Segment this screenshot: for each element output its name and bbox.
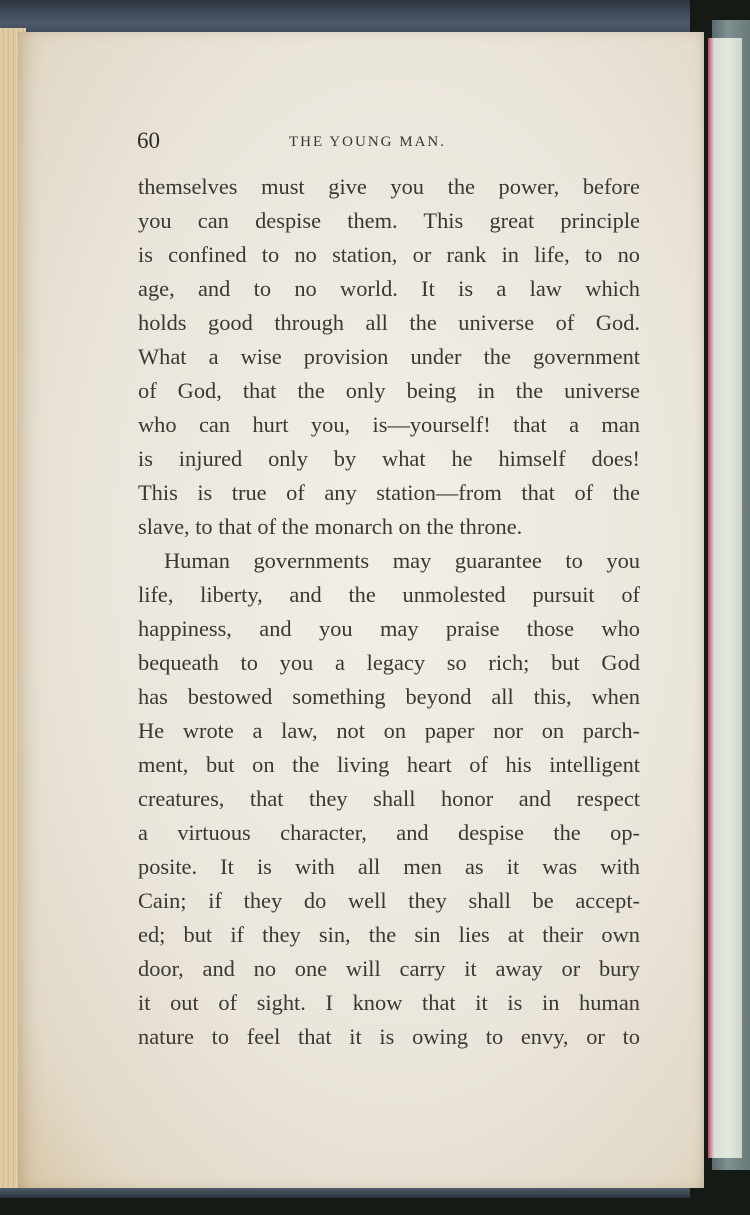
text-line: Cain; if they do well they shall be accept- [138, 888, 640, 913]
text-line: of God, that the only being in the universe [138, 378, 640, 403]
text-line: is confined to no station, or rank in life, to no [138, 242, 640, 267]
page-header [137, 128, 637, 162]
page-number: 60 [137, 128, 160, 153]
text-line: who can hurt you, is—yourself! that a man [138, 412, 640, 437]
body-text [138, 170, 640, 1054]
text-line: ment, but on the living heart of his intelligent [138, 752, 640, 777]
adjacent-page-edge [708, 38, 742, 1158]
text-line: slave, to that of the monarch on the throne. [138, 514, 523, 539]
text-line: life, liberty, and the unmolested pursuit of [138, 582, 640, 607]
text-line: is injured only by what he himself does! [138, 446, 640, 471]
text-line: This is true of any station—from that of the [138, 480, 640, 505]
text-line: nature to feel that it is owing to envy, or to [138, 1024, 640, 1049]
text-line: a virtuous character, and despise the op- [138, 820, 640, 845]
text-line: happiness, and you may praise those who [138, 616, 640, 641]
text-line: ed; but if they sin, the sin lies at their own [138, 922, 640, 947]
text-line: He wrote a law, not on paper nor on parch- [138, 718, 640, 743]
text-line: holds good through all the universe of God. [138, 310, 640, 335]
text-line: Human governments may guarantee to you [164, 548, 640, 573]
text-line: bequeath to you a legacy so rich; but God [138, 650, 640, 675]
text-line: age, and to no world. It is a law which [138, 276, 640, 301]
text-line: What a wise provision under the government [138, 344, 640, 369]
text-line: door, and no one will carry it away or bury [138, 956, 640, 981]
text-line: creatures, that they shall honor and respect [138, 786, 640, 811]
text-line: posite. It is with all men as it was with [138, 854, 640, 879]
running-head: THE YOUNG MAN. [289, 134, 447, 150]
text-line: themselves must give you the power, before [138, 174, 640, 199]
text-line: it out of sight. I know that it is in human [138, 990, 640, 1015]
text-line: you can despise them. This great principle [138, 208, 640, 233]
text-line: has bestowed something beyond all this, when [138, 684, 640, 709]
